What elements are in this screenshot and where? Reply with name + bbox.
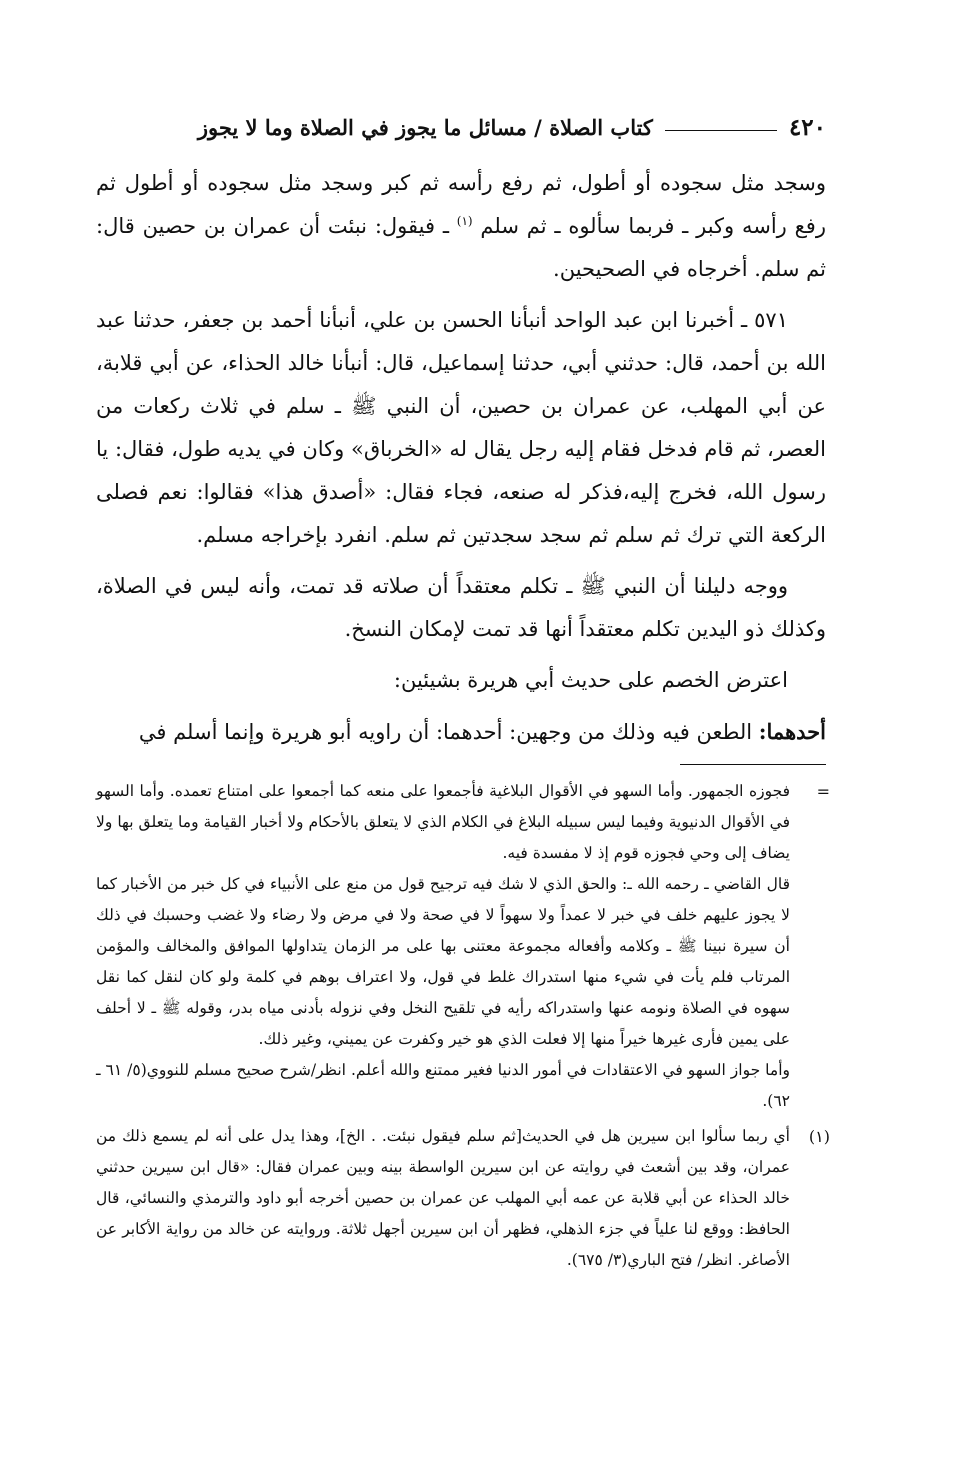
footnote-ref-1[interactable]: (١): [456, 214, 473, 228]
argument-paragraph: [96, 565, 826, 651]
paragraph-text: ـ فيقول: نبئت أن عمران بن حصين قال: ثم سلم. أخرجاه في الصحيحين.: [96, 214, 826, 281]
paragraph-text: ووجه دليلنا أن النبي ﷺ ـ تكلم معتقداً أن صلاته قد تمت، وأنه ليس في الصلاة، وكذلك ذو اليدين تكلم معتقداً أنها قد تمت لإمكان النسخ.: [96, 574, 826, 641]
footnote-1: [96, 1121, 830, 1276]
footnote-paragraph: فجوزه الجمهور. وأما السهو في الأقوال البلاغية فأجمعوا على منعه كما أجمعوا على امتناع تعمده. وأما السهو في الأقوال الدنيوية وفيما ليس سبيله البلاغ في الكلام الذي لا يتعلق بالأحكام ولا أخبار القيامة وما يتعلق بها ولا يضاف إلى وحي فجوزه قوم إذ لا مفسدة فيه.: [96, 782, 790, 862]
footnote-continued: [96, 776, 830, 1117]
footnotes: [96, 776, 830, 1280]
first-objection-paragraph: [96, 710, 826, 754]
header-rule: [665, 130, 777, 131]
footnote-marker: =: [816, 782, 830, 801]
paragraph-continuation: [96, 162, 826, 291]
paragraph-text: الطعن فيه وذلك من وجهين: أحدهما: أن راويه أبو هريرة وإنما أسلم في: [138, 720, 753, 744]
bold-lead: أحدهما:: [758, 719, 826, 744]
page-header: [96, 108, 826, 146]
footnote-body: [96, 1121, 790, 1276]
paragraph-text: اعترض الخصم على حديث أبي هريرة بشيئين:: [393, 668, 788, 692]
running-title: كتاب الصلاة / مسائل ما يجوز في الصلاة وما لا يجوز: [197, 114, 653, 140]
paragraph-text: ٥٧١ ـ أخبرنا ابن عبد الواحد أنبأنا الحسن بن علي، أنبأنا أحمد بن جعفر، حدثنا عبد الله بن أحمد، قال: حدثني أبي، حدثنا إسماعيل، قال: أنبأنا خالد الحذاء، عن أبي قلابة، عن أبي المهلب، عن عمران بن حصين، أن النبي ﷺ ـ سلم في ثلاث ركعات من العصر، ثم قام فدخل فقام إليه رجل يقال له «الخرباق» وكان في يديه طول، فقال: يا رسول الله، فخرج إليه،فذكر له صنعه، فجاء فقال: «أصدق هذا» فقالوا: نعم فصلى الركعة التي ترك ثم سلم ثم سجد سجدتين ثم سلم. انفرد بإخراجه مسلم.: [96, 308, 826, 547]
footnote-divider: [680, 764, 826, 765]
footnote-paragraph: وأما جواز السهو في الاعتقادات في أمور الدنيا فغير ممتنع والله أعلم. انظر/شرح صحيح مسلم للنووي(٥/ ٦١ ـ ٦٢).: [96, 1061, 790, 1110]
paragraph-text: وسجد مثل سجوده أو أطول، ثم رفع رأسه ثم كبر وسجد مثل سجوده أو أطول ثم رفع رأسه وكبر ـ فربما سألوه ـ ثم سلم: [96, 171, 826, 238]
page-number: ٤٢٠: [788, 113, 826, 141]
hadith-571-paragraph: [96, 299, 826, 557]
footnote-body: [96, 776, 790, 1117]
main-text: [96, 162, 826, 762]
footnote-paragraph: قال القاضي ـ رحمه الله ـ: والحق الذي لا شك فيه ترجيح قول من منع على الأنبياء في كل خبر من الأخبار كما لا يجوز عليهم خلف في خبر لا عمداً ولا سهواً لا في صحة ولا في مرض ولا رضاء ولا غضب وحسبك في ذلك أن سيرة نبينا ﷺ ـ وكلامه وأفعاله مجموعة معتنى بها على مر الزمان يتداولها الموافق والمخالف والمؤمن المرتاب فلم يأت في شيء منها استدراك غلط في قول، ولا اعتراف بوهم في كلمة ولو كان لنقل كما نقل سهوه في الصلاة ونومه عنها واستدراكه رأيه في تلقيح النخل وفي نزوله بأدنى مياه بدر، وقوله ﷺ ـ لا أحلف على يمين فأرى غيرها خيراً منها إلا فعلت الذي هو خير وكفرت عن يميني، وغير ذلك.: [96, 875, 790, 1048]
objection-paragraph: [96, 659, 826, 702]
footnote-paragraph: أي ربما سألوا ابن سيرين هل في الحديث[ثم سلم فيقول نبئت. . الخ]، وهذا يدل على أنه لم يسمع ذلك من عمران، وقد بين أشعث في روايته عن ابن سيرين الواسطة بينه وبين عمران فقال: «قال ابن سيرين حدثني خالد الحذاء عن أبي قلابة عن عمه أبي المهلب عن عمران بن حصين أخرجه أبو داود والترمذي والنسائي، قال الحافظ: ووقع لنا علياً في جزء الذهلي، فظهر أن ابن سيرين أجهل ثلاثة. وروايته عن خالد من رواية الأكابر عن الأصاغر. انظر/ فتح الباري(٣/ ٦٧٥).: [96, 1127, 790, 1269]
footnote-marker: (١): [808, 1127, 830, 1146]
